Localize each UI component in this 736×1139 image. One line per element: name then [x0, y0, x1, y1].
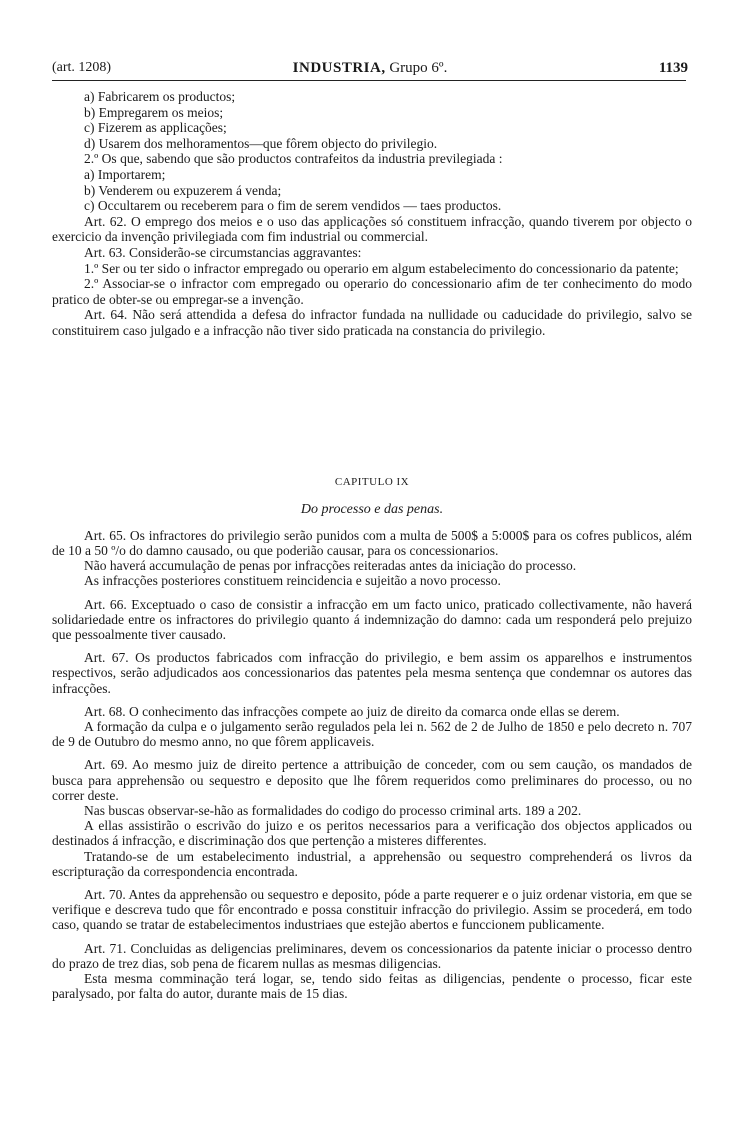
- group-text: Grupo 6º.: [389, 60, 448, 76]
- section-articles-61-64: [52, 89, 692, 339]
- paragraph: Art. 67. Os productos fabricados com infracção do privilegio, e bem assim os apparelhos e instrumentos respectivos, serão adjudicados aos concessionarios das patentes pela mesma sentença que condemnar os autores das infracções.: [52, 650, 692, 696]
- paragraph: Art. 71. Concluidas as deligencias preliminares, devem os concessionarios da patente iniciar o processo dentro do prazo de trez dias, sob pena de ficarem nullas as mesmas diligencias.: [52, 940, 692, 971]
- paragraph: Art. 65. Os infractores do privilegio serão punidos com a multa de 500$ a 5:000$ para os cofres publicos, além de 10 a 50 º/o do damno causado, ou que poderião causar, para os concessionarios.: [52, 527, 692, 558]
- chapter-heading: CAPITULO IX: [334, 475, 410, 488]
- paragraph: a) Fabricarem os productos;: [84, 89, 236, 104]
- paragraph: Não haverá accumulação de penas por infracções reiteradas antes da iniciação do processo.: [84, 558, 577, 574]
- paragraph: b) Empregarem os meios;: [84, 104, 224, 120]
- section-articles-65-71: [52, 528, 692, 1002]
- paragraph: d) Usarem dos melhoramentos—que fôrem objecto do privilegio.: [84, 135, 438, 151]
- paragraph: 1.º Ser ou ter sido o infractor empregado ou operario em algum estabelecimento do concessionario da patente;: [84, 260, 679, 276]
- section-title: [52, 60, 688, 77]
- paragraph: c) Fizerem as applicações;: [84, 120, 227, 136]
- page-number: 1139: [658, 60, 688, 76]
- page-body: [52, 89, 692, 1001]
- paragraph: Nas buscas observar-se-hão as formalidades do codigo do processo criminal arts. 189 a 202.: [84, 802, 582, 818]
- paragraph: Art. 69. Ao mesmo juiz de direito pertence a attribuição de conceder, com ou sem caução, os mandados de busca para apprehensão ou sequestro e deposito que lhe fôrem requeridos como preliminares do processo, ou no correr deste.: [52, 757, 692, 803]
- paragraph: 2.º Associar-se o infractor com empregado ou operario do concessionario afim de ter conhecimento do modo pratico de obter-se ou empregar-se a invenção.: [52, 276, 692, 307]
- paragraph: A ellas assistirão o escrivão do juizo e os peritos necessarios para a verificação dos objectos applicados ou destinados á infracção, e discriminação dos que pertenção a misteres differentes.: [52, 818, 692, 849]
- chapter-subtitle: Do processo e das penas.: [300, 502, 444, 518]
- paragraph: b) Venderem ou expuzerem á venda;: [84, 182, 282, 198]
- article-reference: (art. 1208): [52, 60, 112, 75]
- running-header: [52, 60, 688, 80]
- header-rule: [52, 80, 686, 81]
- paragraph: Art. 63. Considerão-se circumstancias aggravantes:: [84, 244, 362, 260]
- paragraph: Art. 68. O conhecimento das infracções compete ao juiz de direito da comarca onde ellas se derem.: [84, 703, 620, 719]
- paragraph: Art. 70. Antes da apprehensão ou sequestro e deposito, póde a parte requerer e o juiz ordenar vistoria, em que se verifique e descreva tudo que fôr encontrado e possa constituir infracção do privilegio. Assim se procederá, em todo caso, quando se tratar de estabelecimentos industriaes que estejão abertos e funccionem publicamente.: [52, 886, 692, 933]
- paragraph: Art. 66. Exceptuado o caso de consistir a infracção em um facto unico, praticado collectivamente, não haverá solidariedade entre os infractores do privilegio quanto á indemnização do damno: cada um responderá pelo prejuizo que pessoalmente tiver causado.: [52, 596, 692, 642]
- paragraph: c) Occultarem ou receberem para o fim de serem vendidos — taes productos.: [84, 198, 502, 214]
- paragraph: A formação da culpa e o julgamento serão regulados pela lei n. 562 de 2 de Julho de 1850 e pelo decreto n. 707 de 9 de Outubro do mesmo anno, no que fôrem applicaveis.: [52, 718, 692, 750]
- paragraph: Esta mesma comminação terá logar, se, tendo sido feitas as diligencias, pendente o processo, ficar este paralysado, por falta do autor, durante mais de 15 dias.: [52, 970, 692, 1002]
- paragraph: a) Importarem;: [84, 166, 166, 182]
- paragraph: Tratando-se de um estabelecimento industrial, a apprehensão ou sequestro comprehenderá os livros da escripturação da correspondencia encontrada.: [52, 848, 692, 879]
- paragraph: As infracções posteriores constituem reincidencia e sujeitão a novo processo.: [84, 573, 501, 589]
- title-text: INDUSTRIA,: [292, 60, 386, 76]
- paragraph: Art. 64. Não será attendida a defesa do infractor fundada na nullidade ou caducidade do privilegio, salvo se constituirem caso julgado e a infracção não tiver sido praticada na constancia do privilegio.: [52, 307, 692, 338]
- paragraph: Art. 62. O emprego dos meios e o uso das applicações só constituem infracção, quando tiverem por objecto o exercicio da invenção privilegiada com fim industrial ou commercial.: [52, 213, 692, 245]
- paragraph: 2.º Os que, sabendo que são productos contrafeitos da industria previlegiada :: [84, 151, 503, 167]
